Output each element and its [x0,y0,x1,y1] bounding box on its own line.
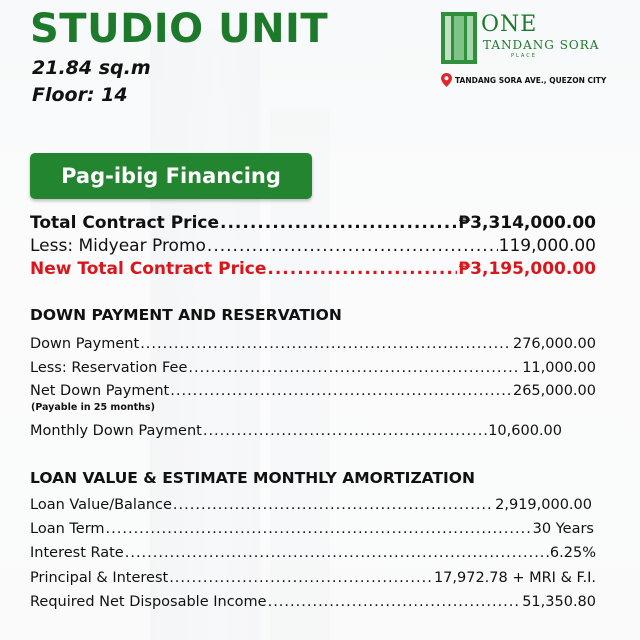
loan-term-row [30,521,594,537]
new-total-contract-price-label: New Total Contract Price [30,259,267,279]
net-down-payment-label: Net Down Payment [30,383,170,399]
location-text: TANDANG SORA AVE., QUEZON CITY [455,75,607,85]
loan-heading: LOAN VALUE & ESTIMATE MONTHLY AMORTIZATION [30,469,475,487]
reservation-fee-label: Less: Reservation Fee [30,360,188,376]
down-payment-value: 276,000.00 [512,336,596,352]
map-pin-icon [441,73,452,87]
midyear-promo-label: Less: Midyear Promo [30,236,206,256]
net-down-payment-note: (Payable in 25 months) [31,402,155,413]
net-disposable-income-label: Required Net Disposable Income [30,594,267,610]
loan-value-label: Loan Value/Balance [30,497,172,513]
net-down-payment-value: 265,000.00 [512,383,596,399]
brand-logo [441,12,611,68]
down-payment-row [30,336,596,352]
location [441,73,606,87]
brand-tag: PLACE [511,53,537,59]
dot-leader [170,383,512,399]
net-disposable-income-value: 51,350.80 [522,594,596,610]
dot-leader [169,570,433,586]
principal-interest-label: Principal & Interest [30,570,169,586]
midyear-promo-row [30,236,596,256]
brand-subtitle: TANDANG SORA [483,38,600,52]
new-total-contract-price-row [30,259,596,279]
dot-leader [220,213,457,233]
midyear-promo-value: 119,000.00 [498,236,596,256]
principal-interest-row [30,570,596,586]
monthly-down-payment-value: 10,600.00 [488,423,562,439]
reservation-fee-value: 11,000.00 [522,360,596,376]
interest-rate-value: 6.25% [549,545,596,561]
building-logo-icon [441,12,477,64]
brand-name: ONE [481,12,538,37]
new-total-contract-price-value: ₱3,195,000.00 [458,259,596,279]
unit-floor: Floor: 14 [32,84,128,106]
dot-leader [140,336,512,352]
financing-badge [30,153,312,199]
unit-title: STUDIO UNIT [30,6,329,52]
monthly-down-payment-label: Monthly Down Payment [30,423,202,439]
interest-rate-row [30,545,596,561]
dot-leader [268,594,522,610]
dot-leader [207,236,498,256]
loan-term-value: 30 Years [532,521,594,537]
principal-interest-value: 17,972.78 + MRI & F.I. [433,570,596,586]
financing-label: Pag-ibig Financing [61,164,281,188]
net-down-payment-row [30,383,596,399]
loan-term-label: Loan Term [30,521,105,537]
monthly-down-payment-row [30,423,562,439]
dot-leader [203,423,487,439]
reservation-fee-row [30,360,596,376]
dot-leader [173,497,494,513]
down-payment-heading: DOWN PAYMENT AND RESERVATION [30,306,342,324]
total-contract-price-row [30,213,596,233]
net-disposable-income-row [30,594,596,610]
dot-leader [125,545,549,561]
unit-size: 21.84 sq.m [32,57,151,79]
dot-leader [267,259,457,279]
total-contract-price-value: ₱3,314,000.00 [458,213,596,233]
loan-value-value: 2,919,000.00 [495,497,592,513]
down-payment-label: Down Payment [30,336,140,352]
interest-rate-label: Interest Rate [30,545,124,561]
total-contract-price-label: Total Contract Price [30,213,220,233]
dot-leader [106,521,532,537]
dot-leader [188,360,521,376]
loan-value-row [30,497,592,513]
